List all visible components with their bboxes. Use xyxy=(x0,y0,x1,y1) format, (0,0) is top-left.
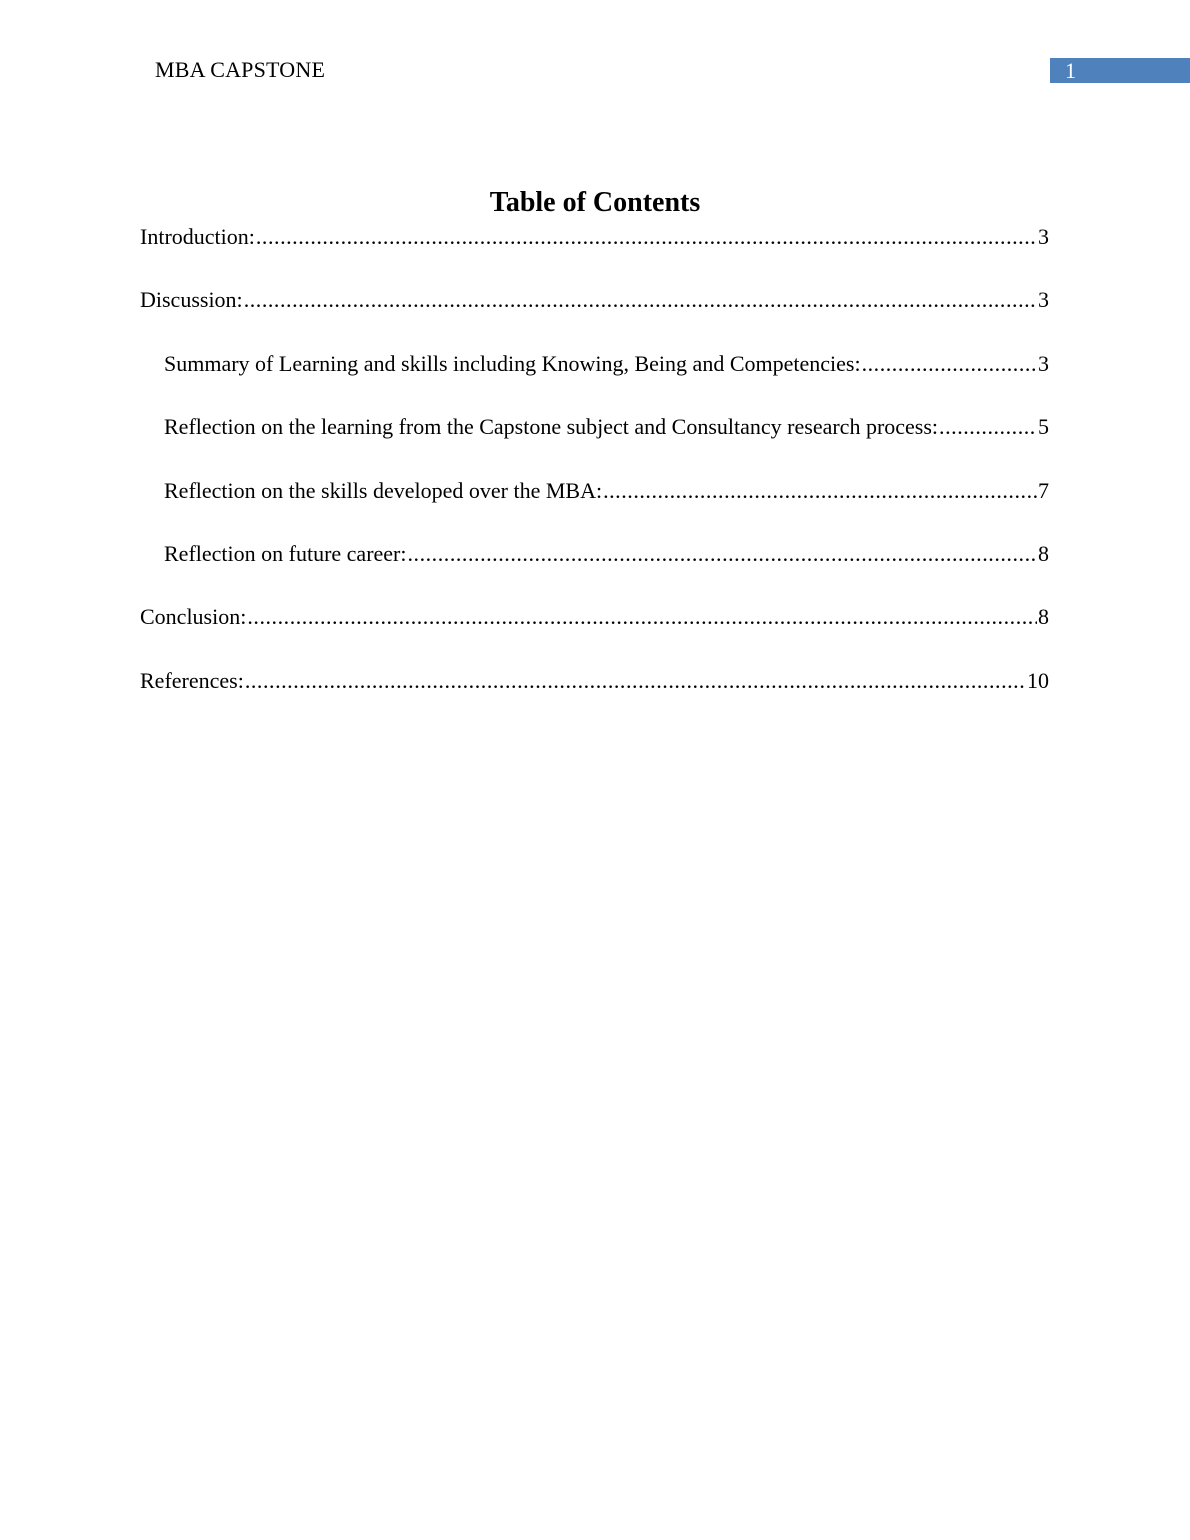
toc-dot-leader xyxy=(247,600,1037,633)
toc-entry-page: 8 xyxy=(1038,604,1049,630)
running-head: MBA CAPSTONE xyxy=(155,57,326,82)
toc-dot-leader xyxy=(256,220,1037,253)
toc-dot-leader xyxy=(862,347,1037,380)
toc-entry-reflection-capstone[interactable] xyxy=(140,410,1049,473)
toc-entry-conclusion[interactable] xyxy=(140,600,1049,663)
toc-dot-leader xyxy=(244,283,1037,316)
toc-entry-summary-of-learning[interactable] xyxy=(140,347,1049,410)
toc-entry-page: 8 xyxy=(1038,540,1049,566)
toc-title: Table of Contents xyxy=(489,187,701,218)
page-number: 1 xyxy=(1065,58,1076,83)
toc-entry-label: References: xyxy=(140,667,244,693)
toc-entry-discussion[interactable] xyxy=(140,283,1049,346)
toc-entry-label: Discussion: xyxy=(140,287,243,313)
toc-entry-introduction[interactable] xyxy=(140,220,1049,283)
toc-entry-label: Reflection on the skills developed over the MBA: xyxy=(164,477,603,503)
toc-entry-page: 7 xyxy=(1038,477,1049,503)
toc-entry-references[interactable] xyxy=(140,664,1049,727)
toc-entry-label: Introduction: xyxy=(140,224,255,249)
toc-dot-leader xyxy=(245,664,1026,697)
toc-entry-page: 10 xyxy=(1027,667,1049,693)
toc-entry-page: 5 xyxy=(1038,414,1049,440)
toc-entry-page: 3 xyxy=(1038,350,1049,376)
toc-entry-label: Reflection on the learning from the Capstone subject and Consultancy research process: xyxy=(164,414,939,440)
toc-list xyxy=(140,220,1049,727)
toc-entry-page: 3 xyxy=(1038,224,1049,249)
toc-entry-reflection-career[interactable] xyxy=(140,537,1049,600)
toc-entry-label: Reflection on future career: xyxy=(164,540,407,566)
toc-entry-reflection-skills[interactable] xyxy=(140,474,1049,537)
toc-entry-page: 3 xyxy=(1038,287,1049,313)
toc-entry-label: Summary of Learning and skills including Knowing, Being and Competencies: xyxy=(164,350,861,376)
toc-dot-leader xyxy=(407,537,1037,570)
toc-dot-leader xyxy=(939,410,1037,443)
page-number-box xyxy=(1050,58,1190,83)
toc-entry-label: Conclusion: xyxy=(140,604,247,630)
toc-dot-leader xyxy=(603,474,1037,507)
